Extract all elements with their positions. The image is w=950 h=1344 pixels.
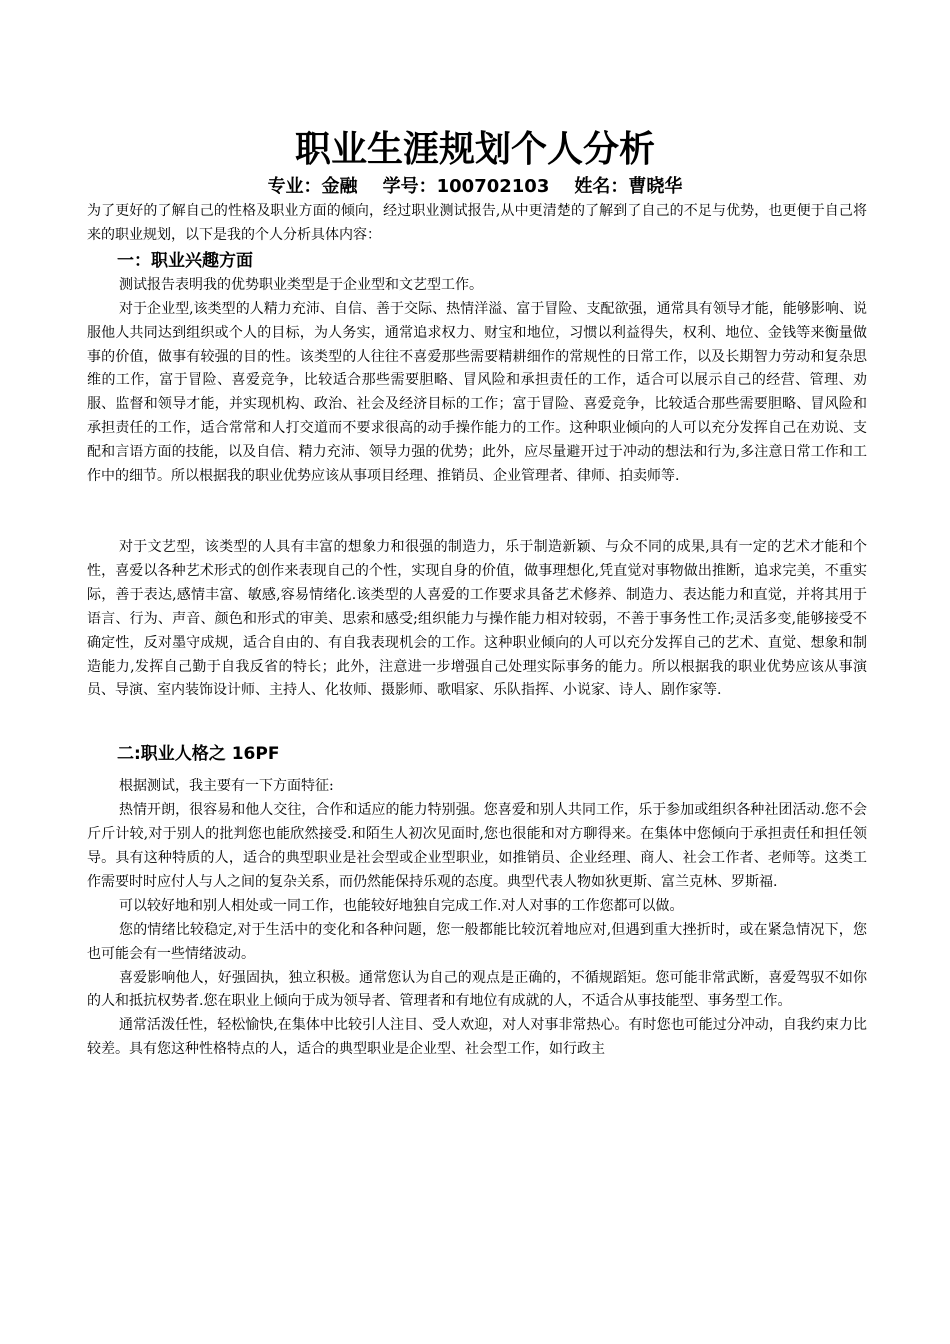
paragraph: 喜爱影响他人，好强固执，独立积极。通常您认为自己的观点是正确的，不循规蹈矩。您可能非常武断，喜爱驾驭不如你的人和抵抗权势者.您在职业上倾向于成为领导者、管理者和有地位有成就的人，不适合从事技能型、事务型工作。 <box>87 969 867 1010</box>
intro-paragraph: 为了更好的了解自己的性格及职业方面的倾向，经过职业测试报告,从中更清楚的了解到了自己的不足与优势，也更便于自己将来的职业规划，以下是我的个人分析具体内容： <box>87 203 867 243</box>
spacer <box>87 767 867 775</box>
paragraph: 根据测试，我主要有一下方面特征: <box>119 778 334 795</box>
paragraph: 测试报告表明我的优势职业类型是于企业型和文艺型工作。 <box>119 276 483 293</box>
section-heading-personality: 二:职业人格之 16PF <box>117 744 280 765</box>
document-subtitle: 专业：金融 学号：100702103 姓名：曹晓华 <box>267 176 683 197</box>
document-title: 职业生涯规划个人分析 <box>294 129 655 170</box>
paragraph: 您的情绪比较稳定,对于生活中的变化和各种问题，您一般都能比较沉着地应对,但遇到重大挫折时，或在紧急情况下，您也可能会有一些情绪波动。 <box>87 921 867 962</box>
paragraph: 热情开朗，很容易和他人交往，合作和适应的能力特别强。您喜爱和别人共同工作，乐于参加或组织各种社团活动.您不会斤斤计较,对于别人的批判您也能欣然接受.和陌生人初次见面时,您也很能和对方聊得来。在集体中您倾向于承担责任和担任领导。具有这种特质的人，适合的典型职业是社会型或企业型职业，如推销员、企业经理、商人、社会工作者、老师等。这类工作需要时时应付人与人之间的复杂关系，而仍然能保持乐观的态度。典型代表人物如狄更斯、富兰克林、罗斯福. <box>87 802 867 890</box>
spacer <box>87 489 867 536</box>
paragraph: 通常活泼任性，轻松愉快,在集体中比较引人注目、受人欢迎，对人对事非常热心。有时您也可能过分冲动，自我约束力比较差。具有您这种性格特点的人，适合的典型职业是企业型、社会型工作，如行政主 <box>87 1017 867 1058</box>
section-heading-interest: 一：职业兴趣方面 <box>117 250 253 271</box>
paragraph: 可以较好地和别人相处或一同工作，也能较好地独自完成工作.对人对事的工作您都可以做。 <box>119 897 684 914</box>
document-body <box>87 200 867 1062</box>
paragraph: 对于文艺型，该类型的人具有丰富的想象力和很强的制造力，乐于制造新颖、与众不同的成果,具有一定的艺术才能和个性，喜爱以各种艺术形式的创作来表现自己的个性，实现自身的价值，做事理想化,凭直觉对事物做出推断，追求完美，不重实际，善于表达,感情丰富、敏感,容易情绪化.该类型的人喜爱的工作要求具备艺术修养、制造力、表达能力和直觉，并将其用于语言、行为、声音、颜色和形式的审美、思索和感受;组织能力与操作能力相对较弱，不善于事务性工作;灵活多变,能够接受不确定性，反对墨守成规，适合自由的、有自我表现机会的工作。这种职业倾向的人可以充分发挥自己的艺术、直觉、想象和制造能力,发挥自己勤于自我反省的特长；此外，注意进一步增强自己处理实际事务的能力。所以根据我的职业优势应该从事演员、导演、室内装饰设计师、主持人、化妆师、摄影师、歌唱家、乐队指挥、小说家、诗人、剧作家等. <box>87 538 867 699</box>
paragraph: 对于企业型,该类型的人精力充沛、自信、善于交际、热情洋溢、富于冒险、支配欲强，通常具有领导才能，能够影响、说服他人共同达到组织或个人的目标，为人务实，通常追求权力、财宝和地位，习惯以利益得失，权利、地位、金钱等来衡量做事的价值，做事有较强的目的性。该类型的人往往不喜爱那些需要精耕细作的常规性的日常工作，以及长期智力劳动和复杂思维的工作，富于冒险、喜爱竞争，比较适合那些需要胆略、冒风险和承担责任的工作，适合可以展示自己的经营、管理、劝服、监督和领导才能，并实现机构、政治、社会及经济目标的工作；富于冒险、喜爱竞争，比较适合那些需要胆略、冒风险和承担责任的工作，适合常常和人打交道而不要求很高的动手操作能力的工作。这种职业倾向的人可以充分发挥自己在劝说、支配和言语方面的技能，以及自信、精力充沛、领导力强的优势；此外，应尽量避开过于冲动的想法和行为,多注意日常工作和工作中的细节。所以根据我的职业优势应该从事项目经理、推销员、企业管理者、律师、拍卖师等. <box>87 300 867 485</box>
spacer <box>87 703 867 741</box>
